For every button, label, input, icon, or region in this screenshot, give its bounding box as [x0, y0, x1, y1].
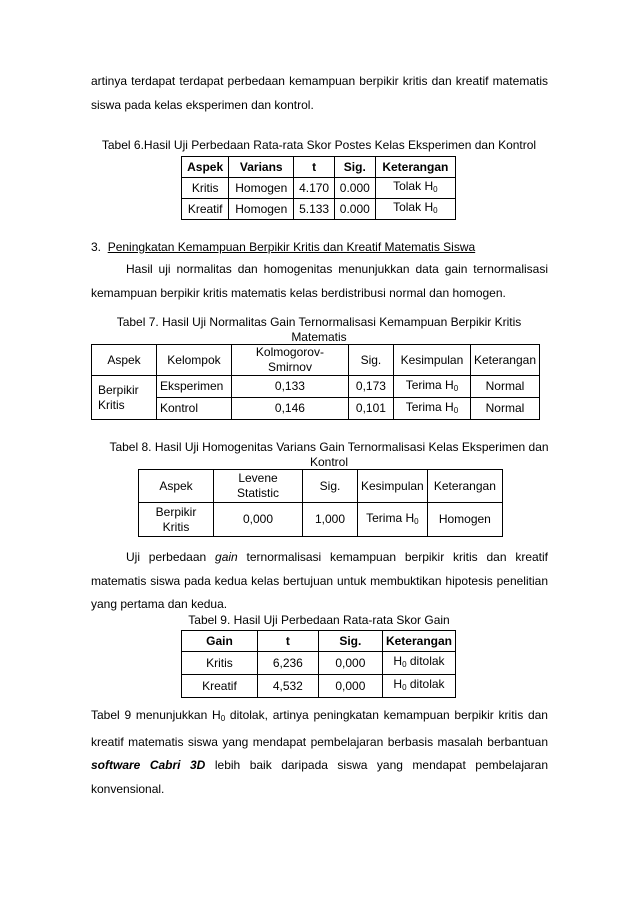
table7-header-kesimpulan: Kesimpulan	[393, 345, 470, 376]
table7-caption-line1: Tabel 7. Hasil Uji Normalitas Gain Ternormalisasi Kemampuan Berpikir Kritis	[116, 315, 522, 329]
table7-cell	[393, 398, 470, 420]
para3-before: Uji perbedaan	[126, 550, 216, 564]
table7-cell: 0,101	[348, 398, 393, 420]
table8-caption-line1: Tabel 8. Hasil Uji Homogenitas Varians Gain Ternormalisasi Kelas Eksperimen dan	[109, 440, 549, 454]
subscript: 0	[402, 683, 407, 692]
table7-cell: Kontrol	[156, 398, 231, 420]
table7-cell: 0,133	[231, 376, 348, 398]
hypothesis-text: Terima H	[405, 377, 454, 392]
hypothesis-text: Terima H	[405, 399, 454, 414]
para4-c: lebih baik daripada siswa yang mendapat pembelajaran konvensional.	[91, 758, 549, 796]
table6-header-t: t	[294, 157, 335, 178]
table8-cell	[358, 503, 428, 537]
table-row	[139, 503, 503, 537]
paragraph-normality: Hasil uji normalitas dan homogenitas menunjukkan data gain ternormalisasi kemampuan berpikir kritis matematis kelas berdistribusi normal dan homogen.	[91, 262, 548, 300]
table9-caption: Tabel 9. Hasil Uji Perbedaan Rata-rata Skor Gain	[188, 613, 450, 627]
subscript: 0	[402, 660, 407, 669]
table9-header-t: t	[257, 631, 318, 652]
subscript: 0	[433, 206, 438, 215]
subscript: 0	[414, 516, 419, 526]
table9-header-gain: Gain	[182, 631, 258, 652]
subscript: 0	[453, 383, 459, 393]
table7	[91, 344, 540, 420]
table-row	[182, 178, 456, 199]
table8-cell: 0,000	[214, 503, 303, 537]
table6-cell: 0.000	[334, 199, 375, 220]
table6-header-aspek: Aspek	[182, 157, 229, 178]
decision-text: ditolak	[406, 654, 445, 668]
table9-cell: 4,532	[257, 675, 318, 698]
table6-header-varians: Varians	[229, 157, 294, 178]
hypothesis-text: Tolak H	[393, 200, 434, 214]
table6-cell	[375, 178, 455, 199]
table8-header-keterangan: Keterangan	[427, 470, 502, 503]
table6-caption: Tabel 6.Hasil Uji Perbedaan Rata-rata Skor Postes Kelas Eksperimen dan Kontrol	[101, 138, 537, 152]
table9-cell	[382, 652, 455, 675]
table9-cell: 0,000	[318, 675, 382, 698]
table7-caption-line2: Matematis	[291, 330, 347, 344]
table7-aspect-cell: Berpikir Kritis	[92, 376, 157, 420]
table8-header-levene: Levene Statistic	[214, 470, 303, 503]
table7-cell: 0,146	[231, 398, 348, 420]
table6-cell: Homogen	[229, 178, 294, 199]
paragraph-gain-test	[91, 546, 548, 617]
table7-cell: Normal	[470, 398, 539, 420]
table9	[181, 630, 456, 698]
paragraph-intro: artinya terdapat terdapat perbedaan kemampuan berpikir kritis dan kreatif matematis siswa pada kelas eksperimen dan kontrol.	[91, 74, 548, 112]
table6-cell: 4.170	[294, 178, 335, 199]
table6-cell: 0.000	[334, 178, 375, 199]
section-title: Peningkatan Kemampuan Berpikir Kritis dan Kreatif Matematis Siswa	[107, 240, 476, 254]
table-row	[92, 376, 540, 398]
table8-cell: Homogen	[427, 503, 502, 537]
table6-cell: Kreatif	[182, 199, 229, 220]
table-row	[182, 675, 456, 698]
table-row	[182, 652, 456, 675]
table8-header-kesimpulan: Kesimpulan	[358, 470, 428, 503]
table6-cell: 5.133	[294, 199, 335, 220]
paragraph-conclusion	[91, 704, 548, 801]
table9-cell: Kreatif	[182, 675, 258, 698]
hypothesis-text: H	[393, 654, 403, 668]
table-row	[182, 199, 456, 220]
para4-software: software Cabri 3D	[91, 758, 206, 772]
table8-cell: 1,000	[303, 503, 358, 537]
table7-cell	[393, 376, 470, 398]
hypothesis-text: Tolak H	[393, 179, 434, 193]
table7-cell: 0,173	[348, 376, 393, 398]
table7-header-kelompok: Kelompok	[156, 345, 231, 376]
table6-header-keterangan: Keterangan	[375, 157, 455, 178]
para4-b: ditolak, artinya peningkatan kemampuan berpikir kritis dan kreatif matematis siswa yang mendapat pembelajaran berbasis masalah berbantuan	[91, 708, 548, 749]
table7-header-ks: Kolmogorov-Smirnov	[231, 345, 348, 376]
subscript: 0	[453, 405, 459, 415]
hypothesis-text: H	[393, 677, 403, 691]
table9-cell: Kritis	[182, 652, 258, 675]
table8-header-sig: Sig.	[303, 470, 358, 503]
table9-header-sig: Sig.	[318, 631, 382, 652]
table8-caption-line2: Kontrol	[309, 455, 349, 469]
table7-header-keterangan: Keterangan	[470, 345, 539, 376]
subscript: 0	[220, 714, 226, 723]
table6-cell: Kritis	[182, 178, 229, 199]
table7-header-sig: Sig.	[348, 345, 393, 376]
table7-header-aspek: Aspek	[92, 345, 157, 376]
table8-cell: Berpikir Kritis	[139, 503, 214, 537]
table9-header-keterangan: Keterangan	[382, 631, 455, 652]
table8	[138, 469, 503, 537]
table9-cell: 6,236	[257, 652, 318, 675]
subscript: 0	[433, 185, 438, 194]
section-number: 3.	[91, 240, 102, 254]
hypothesis-text: Terima H	[366, 510, 415, 525]
table9-cell	[382, 675, 455, 698]
table6-header-sig: Sig.	[334, 157, 375, 178]
table7-cell: Eksperimen	[156, 376, 231, 398]
decision-text: ditolak	[406, 677, 445, 691]
para3-gain: gain	[215, 550, 238, 564]
table7-caption	[60, 315, 578, 345]
table7-cell: Normal	[470, 376, 539, 398]
table6-cell	[375, 199, 455, 220]
table8-header-aspek: Aspek	[139, 470, 214, 503]
section-heading	[91, 238, 475, 256]
table-row	[92, 398, 540, 420]
table6-cell: Homogen	[229, 199, 294, 220]
para3-after: ternormalisasi kemampuan berpikir kritis dan kreatif matematis siswa pada kedua kelas bertujuan untuk membuktikan hipotesis penelitian yang pertama dan kedua.	[91, 550, 548, 611]
table8-caption	[60, 440, 598, 470]
table6	[181, 156, 456, 220]
para4-a: Tabel 9 menunjukkan H	[91, 708, 221, 722]
table9-cell: 0,000	[318, 652, 382, 675]
